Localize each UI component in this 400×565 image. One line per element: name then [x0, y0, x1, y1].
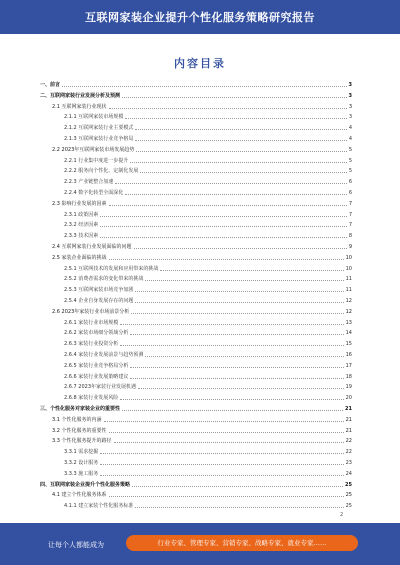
toc-dot-leader [140, 172, 346, 173]
toc-dot-leader [62, 86, 347, 87]
toc-entry-title: 2.3.3 技术因素 [64, 233, 99, 240]
toc-entry-level-3[interactable] [64, 296, 352, 304]
toc-dot-leader [109, 205, 347, 206]
toc-dot-leader [145, 280, 343, 281]
toc-entry-page: 13 [345, 319, 352, 326]
toc-dot-leader [109, 496, 344, 497]
page-number: 2 [340, 512, 344, 518]
toc-entry-title: 3.2 个性化服务的重要性 [52, 427, 107, 434]
toc-entry-title: 2.5.4 企业自身发展存在的问题 [64, 298, 134, 304]
toc-entry-title: 2.3.2 经济因素 [64, 222, 99, 229]
toc-entry-page: 22 [345, 438, 352, 445]
toc-entry-level-1[interactable] [40, 80, 352, 88]
toc-entry-page: 3 [348, 114, 352, 121]
toc-entry-level-3[interactable] [64, 372, 352, 380]
toc-dot-leader [100, 237, 347, 238]
footer-banner [0, 523, 400, 565]
toc-entry-title: 2.4 互联网家装行业发展面临的问题 [52, 244, 132, 250]
toc-entry-page: 20 [345, 395, 352, 402]
toc-dot-leader [135, 129, 346, 130]
toc-entry-level-3[interactable] [64, 501, 352, 509]
toc-entry-level-2[interactable] [52, 415, 352, 423]
toc-dot-leader [120, 324, 343, 325]
toc-entry-title: 2.1.1 互联网家装市场规模 [64, 114, 124, 121]
toc-dot-leader [120, 345, 343, 346]
toc-entry-page: 15 [345, 341, 352, 348]
toc-entry-level-2[interactable] [52, 102, 352, 110]
toc-entry-level-3[interactable] [64, 274, 352, 282]
footer-pill: 行业专家、管理专家、营销专家、战略专家、就业专家…… [126, 535, 358, 551]
toc-entry-level-3[interactable] [64, 447, 352, 455]
toc-entry-title: 2.5 家装企业面临的挑战 [52, 254, 107, 261]
toc-entry-level-1[interactable] [40, 480, 352, 488]
toc-entry-title: 2.5.1 互联网技术的发展和应用带来的挑战 [64, 265, 159, 272]
toc-entry-title: 2.6.8 家装行业发展风险 [64, 395, 119, 402]
toc-entry-level-2[interactable] [52, 426, 352, 434]
toc-entry-title: 3.3.1 需求挖掘 [64, 449, 99, 456]
toc-entry-level-2[interactable] [52, 145, 352, 153]
toc-entry-page: 18 [345, 373, 352, 380]
toc-entry-page: 23 [345, 460, 352, 466]
toc-entry-title: 2.6.1 家装行业市场规模 [64, 319, 119, 326]
toc-entry-title: 2.3 影响行业发展的因素 [52, 200, 107, 207]
toc-entry-level-1[interactable] [40, 91, 352, 99]
toc-entry-title: 2.6.3 家装行业投资分析 [64, 341, 119, 348]
toc-entry-page: 3 [348, 92, 352, 99]
toc-entry-title: 2.2 2023年互联网家装市场发展趋势 [52, 146, 135, 153]
footer-slogan: 让每个人都能成为 [48, 541, 104, 549]
toc-entry-level-3[interactable] [64, 210, 352, 218]
toc-entry-page: 8 [348, 233, 352, 240]
toc-entry-page: 3 [348, 82, 352, 88]
toc-entry-page: 4 [348, 136, 352, 142]
toc-entry-page: 5 [348, 157, 352, 164]
toc-dot-leader [122, 97, 347, 98]
toc-dot-leader [125, 118, 346, 119]
toc-entry-level-3[interactable] [64, 458, 352, 466]
toc-dot-leader [100, 464, 343, 465]
toc-dot-leader [100, 226, 347, 227]
toc-entry-level-3[interactable] [64, 361, 352, 369]
toc-entry-page: 3 [348, 103, 352, 110]
toc-dot-leader [138, 388, 344, 389]
toc-dot-leader [130, 378, 343, 379]
toc-entry-level-3[interactable] [64, 177, 352, 185]
toc-entry-page: 25 [345, 503, 352, 510]
toc-entry-title: 四、互联网家装企业提升个性化服务策略 [40, 481, 131, 488]
report-header [0, 0, 400, 34]
toc-dot-leader [132, 486, 343, 487]
toc-entry-page: 22 [345, 449, 352, 456]
toc-entry-title: 3.3 个性化服务提升的路径 [52, 438, 112, 445]
toc-entry-title: 二、互联网家装行业发展分析及预测 [40, 92, 121, 99]
toc-entry-page: 19 [345, 384, 352, 391]
toc-dot-leader [109, 108, 347, 109]
toc-entry-page: 21 [345, 416, 352, 423]
toc-entry-level-3[interactable] [64, 134, 352, 142]
toc-entry-page: 16 [345, 352, 352, 358]
toc-entry-title: 2.6 2023年家装行业市场前景分析 [52, 308, 130, 315]
toc-entry-title: 4.1.1 建立家装个性化服务标准 [64, 503, 134, 510]
toc-entry-page: 4 [348, 125, 352, 132]
toc-dot-leader [104, 421, 344, 422]
toc-entry-page: 14 [345, 330, 352, 337]
toc-entry-level-3[interactable] [64, 220, 352, 228]
toc-dot-leader [100, 475, 343, 476]
toc-entry-title: 三、个性化服务对家装企业的重要性 [40, 406, 121, 412]
toc-entry-page: 7 [348, 200, 352, 207]
toc-dot-leader [135, 302, 343, 303]
toc-entry-page: 21 [345, 427, 352, 434]
toc-entry-title: 2.1.2 互联网家装行业主要模式 [64, 125, 134, 132]
toc-entry-level-3[interactable] [64, 166, 352, 174]
toc-entry-level-3[interactable] [64, 393, 352, 401]
toc-list [0, 80, 400, 512]
toc-dot-leader [100, 453, 343, 454]
toc-entry-title: 3.1 个性化服务的内涵 [52, 416, 102, 423]
toc-entry-page: 21 [345, 406, 352, 412]
toc-dot-leader [120, 399, 343, 400]
toc-entry-level-3[interactable] [64, 188, 352, 196]
toc-entry-level-3[interactable] [64, 350, 352, 358]
toc-entry-page: 25 [345, 492, 352, 499]
toc-entry-level-3[interactable] [64, 231, 352, 239]
toc-dot-leader [135, 140, 346, 141]
toc-entry-title: 2.1 互联网家装行业现状 [52, 103, 107, 110]
toc-entry-title: 2.6.4 家装行业发展前景与趋势预测 [64, 352, 144, 358]
toc-entry-title: 2.6.2 家装市场细分领域分析 [64, 330, 129, 337]
toc-entry-level-3[interactable] [64, 318, 352, 326]
toc-dot-leader [130, 367, 343, 368]
toc-entry-page: 6 [348, 190, 352, 196]
toc-entry-level-3[interactable] [64, 382, 352, 390]
toc-entry-level-3[interactable] [64, 264, 352, 272]
toc-dot-leader [135, 291, 343, 292]
toc-dot-leader [134, 248, 347, 249]
toc-entry-title: 2.6.5 家装行业竞争格局分析 [64, 362, 129, 369]
toc-entry-level-3[interactable] [64, 285, 352, 293]
toc-dot-leader [125, 194, 346, 195]
toc-entry-page: 12 [345, 298, 352, 304]
toc-dot-leader [160, 270, 343, 271]
toc-entry-title: 2.5.2 消费者需求的变化带来的挑战 [64, 276, 144, 283]
toc-entry-level-2[interactable] [52, 436, 352, 444]
toc-dot-leader [136, 151, 347, 152]
toc-entry-page: 5 [348, 168, 352, 175]
toc-entry-level-2[interactable] [52, 199, 352, 207]
report-title: 互联网家装企业提升个性化服务策略研究报告 [85, 11, 315, 24]
toc-entry-level-2[interactable] [52, 253, 352, 261]
toc-entry-title: 2.2.1 行业集中度进一步提升 [64, 157, 129, 164]
toc-dot-leader [131, 313, 343, 314]
toc-entry-title: 3.3.2 设计服务 [64, 460, 99, 466]
toc-entry-title: 4.1 建立个性化服务体系 [52, 492, 107, 499]
toc-entry-page: 10 [345, 265, 352, 272]
toc-dot-leader [122, 410, 343, 411]
toc-dot-leader [130, 334, 343, 335]
toc-entry-page: 7 [348, 222, 352, 229]
toc-entry-level-2[interactable] [52, 490, 352, 498]
toc-entry-level-3[interactable] [64, 339, 352, 347]
toc-heading: 内容目录 [174, 57, 226, 70]
toc-dot-leader [109, 432, 344, 433]
toc-entry-level-2[interactable] [52, 242, 352, 250]
toc-entry-level-1[interactable] [40, 404, 352, 412]
toc-entry-level-3[interactable] [64, 328, 352, 336]
toc-entry-page: 5 [348, 146, 352, 153]
toc-dot-leader [145, 356, 343, 357]
toc-entry-title: 2.6.6 家装行业发展策略建议 [64, 373, 129, 380]
toc-dot-leader [100, 216, 347, 217]
toc-entry-level-3[interactable] [64, 469, 352, 477]
toc-dot-leader [135, 507, 343, 508]
toc-entry-page: 17 [345, 362, 352, 369]
toc-entry-level-3[interactable] [64, 123, 352, 131]
toc-entry-page: 25 [345, 481, 352, 488]
toc-entry-level-3[interactable] [64, 156, 352, 164]
toc-entry-page: 24 [345, 470, 352, 477]
toc-entry-page: 9 [348, 244, 352, 250]
toc-entry-title: 2.5.3 互联网家装市场竞争加剧 [64, 287, 134, 294]
toc-entry-level-2[interactable] [52, 307, 352, 315]
toc-dot-leader [114, 442, 344, 443]
toc-entry-page: 11 [345, 287, 352, 294]
toc-entry-page: 12 [345, 308, 352, 315]
toc-entry-title: 2.6.7 2023年家装行业发展机遇 [64, 384, 137, 391]
toc-entry-title: 一、前言 [40, 82, 61, 88]
toc-entry-title: 2.3.1 政策因素 [64, 211, 99, 218]
toc-dot-leader [115, 183, 347, 184]
toc-entry-page: 10 [345, 254, 352, 261]
toc-entry-title: 2.2.2 服务向个性化、定制化发展 [64, 168, 139, 175]
toc-entry-page: 7 [348, 211, 352, 218]
toc-entry-title: 2.2.3 产业链整合加速 [64, 179, 114, 186]
toc-entry-title: 2.2.4 数字化转型全面深化 [64, 190, 124, 196]
toc-entry-page: 11 [345, 276, 352, 283]
toc-dot-leader [130, 162, 346, 163]
toc-entry-title: 3.3.3 施工服务 [64, 470, 99, 477]
toc-entry-page: 6 [348, 179, 352, 186]
toc-entry-level-3[interactable] [64, 112, 352, 120]
toc-entry-title: 2.1.3 互联网家装行业竞争格局 [64, 136, 134, 142]
toc-dot-leader [109, 259, 344, 260]
